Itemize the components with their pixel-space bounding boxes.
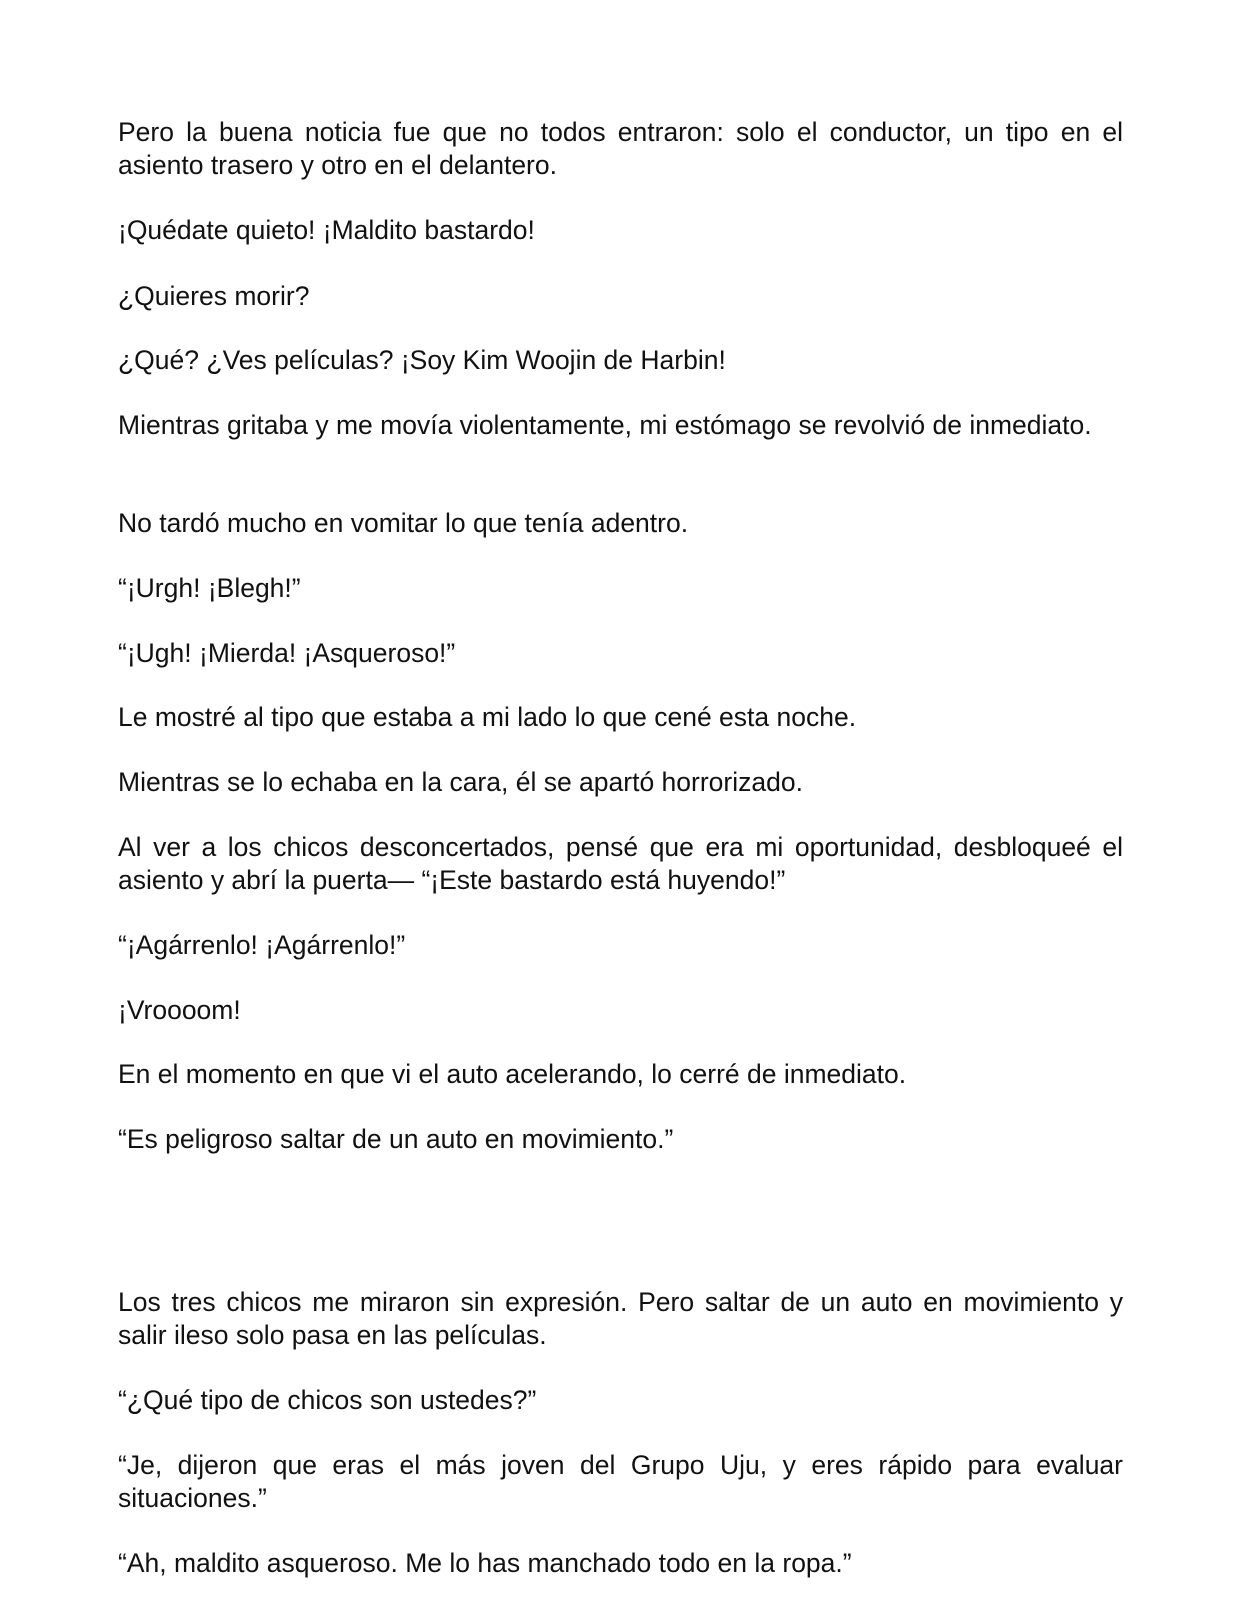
paragraph: ¡Quédate quieto! ¡Maldito bastardo! (118, 215, 535, 245)
paragraph: ¿Qué? ¿Ves películas? ¡Soy Kim Woojin de Harbin! (118, 345, 726, 375)
paragraph: “Ah, maldito asqueroso. Me lo has manchado todo en la ropa.” (118, 1548, 852, 1578)
paragraph: Los tres chicos me miraron sin expresión. Pero saltar de un auto en movimiento y salir ileso solo pasa en las películas. (118, 1287, 1123, 1350)
paragraph: Mientras se lo echaba en la cara, él se apartó horrorizado. (118, 767, 803, 797)
paragraph: “¡Ugh! ¡Mierda! ¡Asqueroso!” (118, 638, 456, 668)
paragraph: “¡Urgh! ¡Blegh!” (118, 573, 301, 603)
paragraph: ¡Vroooom! (118, 995, 241, 1025)
paragraph: “¡Agárrenlo! ¡Agárrenlo!” (118, 930, 406, 960)
paragraph: No tardó mucho en vomitar lo que tenía adentro. (118, 508, 689, 538)
paragraph: Pero la buena noticia fue que no todos entraron: solo el conductor, un tipo en el asiento trasero y otro en el delantero. (118, 117, 1123, 180)
paragraph: “Es peligroso saltar de un auto en movimiento.” (118, 1124, 674, 1154)
paragraph: Al ver a los chicos desconcertados, pensé que era mi oportunidad, desbloqueé el asiento y abrí la puerta— “¡Este bastardo está huyendo!” (118, 832, 1123, 895)
paragraph: “¿Qué tipo de chicos son ustedes?” (118, 1385, 537, 1415)
paragraph: “Je, dijeron que eras el más joven del Grupo Uju, y eres rápido para evaluar situaciones.” (118, 1450, 1123, 1513)
paragraph: Mientras gritaba y me movía violentamente, mi estómago se revolvió de inmediato. (118, 410, 1092, 440)
paragraph: En el momento en que vi el auto acelerando, lo cerré de inmediato. (118, 1059, 907, 1089)
paragraph: Le mostré al tipo que estaba a mi lado lo que cené esta noche. (118, 702, 857, 732)
paragraph: ¿Quieres morir? (118, 281, 310, 311)
